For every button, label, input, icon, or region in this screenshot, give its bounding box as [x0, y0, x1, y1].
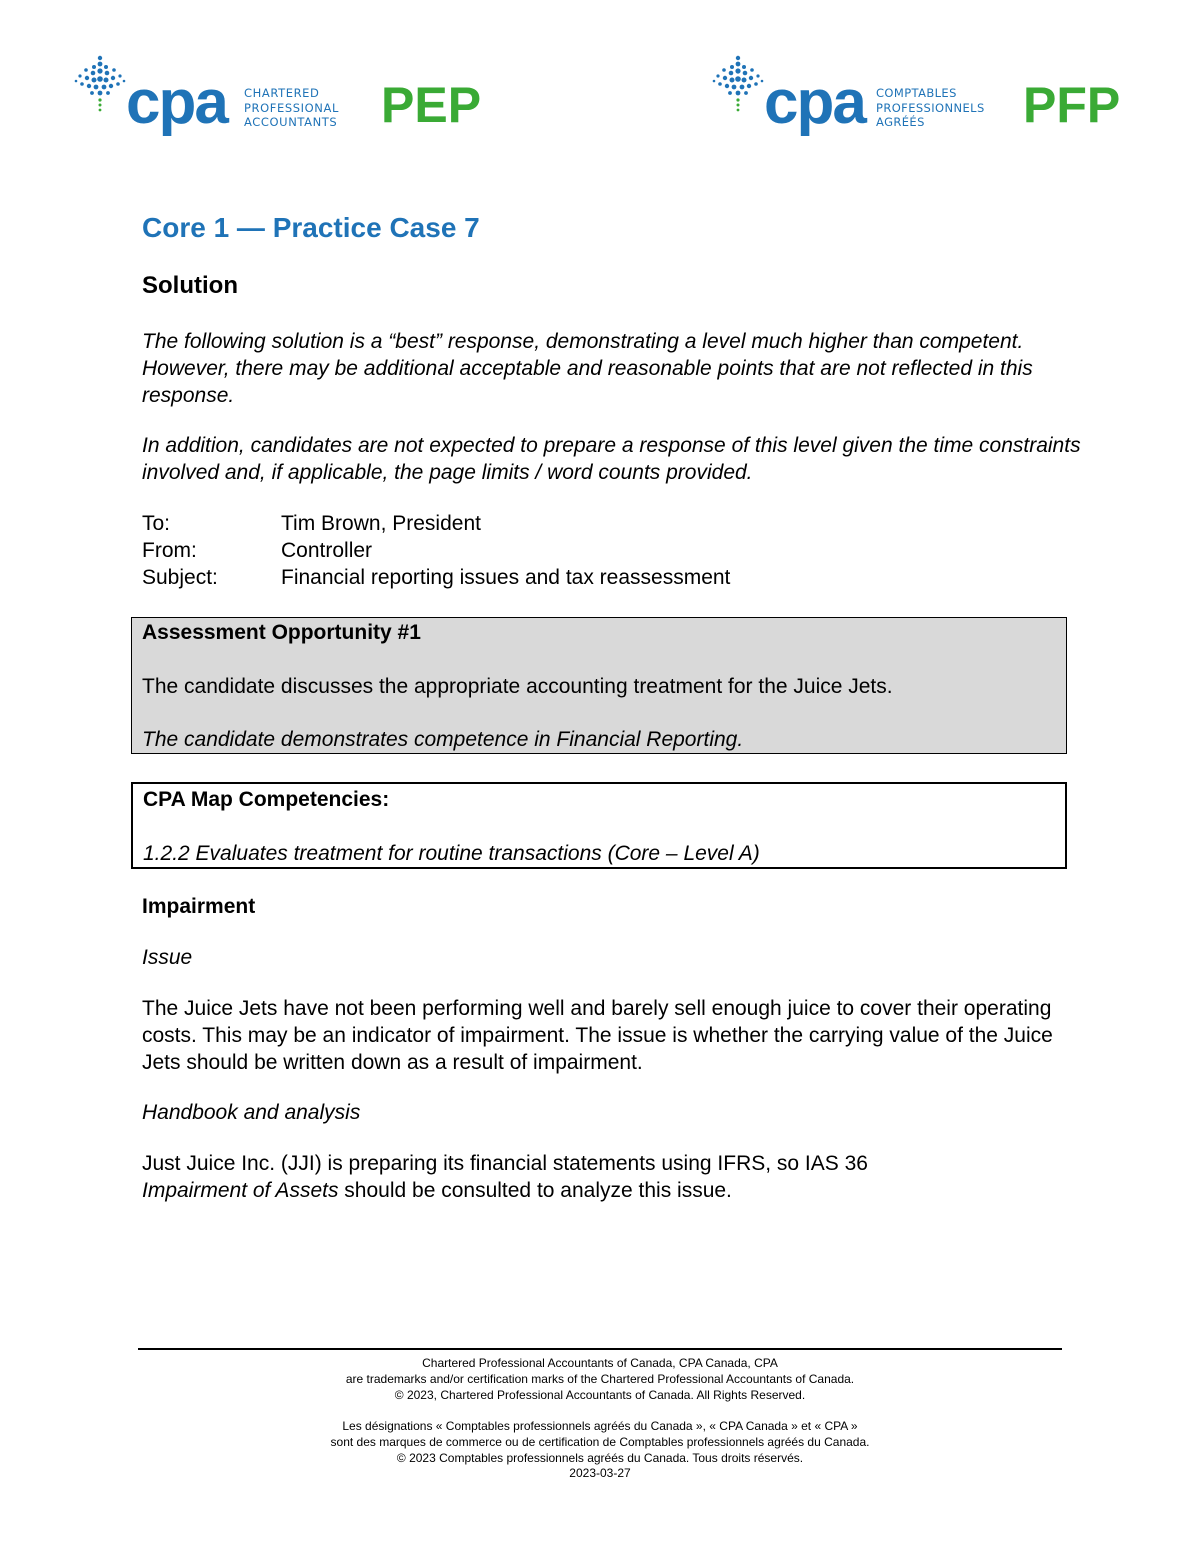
- intro-paragraph-2: In addition, candidates are not expected to prepare a response of this level given the time constraints involved and, if applicable, the page limits / word counts provided.: [142, 434, 1081, 484]
- page-title: Core 1 — Practice Case 7: [142, 212, 480, 243]
- issue-paragraph: The Juice Jets have not been performing well and barely sell enough juice to cover their operating costs. This may be an indicator of impairment. The issue is whether the carrying value of the Juice Jets should be written down as a result of impairment.: [142, 997, 1053, 1074]
- cpa-wordmark-sub: CHARTERED PROFESSIONAL ACCOUNTANTS: [244, 86, 339, 129]
- assessment-line-2: The candidate demonstrates competence in Financial Reporting.: [142, 728, 744, 751]
- assessment-heading: Assessment Opportunity #1: [142, 621, 421, 644]
- program-badge-pfp: PFP: [1023, 77, 1121, 133]
- memo-header: [142, 510, 730, 591]
- cpa-wordmark-sub: COMPTABLES PROFESSIONNELS AGRÉÉS: [876, 86, 985, 129]
- footer-divider: [138, 1348, 1062, 1350]
- analysis-paragraph: Just Juice Inc. (JJI) is preparing its financial statements using IFRS, so IAS 36 Impairment of Assets should be consulted to analyze this issue.: [142, 1152, 868, 1202]
- memo-to-row: [142, 510, 730, 537]
- competencies-line-1: 1.2.2 Evaluates treatment for routine transactions (Core – Level A): [143, 842, 760, 865]
- logo-cpa-en: [72, 52, 502, 142]
- handbook-reference: Impairment of Assets: [142, 1179, 339, 1202]
- footer-english: Chartered Professional Accountants of Canada, CPA Canada, CPA are trademarks and/or certification marks of the Chartered Professional Accountants of Canada. © 2023, Chartered Professional Accountants of Canada. All Rights Reserved.: [345, 1356, 855, 1402]
- memo-subject-row: [142, 564, 730, 591]
- competencies-heading: CPA Map Competencies:: [143, 788, 390, 811]
- cpa-wordmark: cpa: [126, 68, 227, 137]
- maple-leaf-icon: [72, 52, 128, 114]
- assessment-line-1: The candidate discusses the appropriate accounting treatment for the Juice Jets.: [142, 675, 893, 698]
- assessment-opportunity-box: [131, 617, 1067, 754]
- memo-subject-label: Subject:: [142, 566, 218, 589]
- footer-french: Les désignations « Comptables professionnels agréés du Canada », « CPA Canada » et « CPA » sont des marques de commerce ou de certification de Comptables professionnels agréés du Canada. © 2023 Comptables professionnels agréés du Canada. Tous droits réservés. 2023-03-27: [138, 1419, 1062, 1482]
- maple-leaf-icon: [710, 52, 766, 114]
- memo-to-value: Tim Brown, President: [281, 512, 481, 535]
- memo-to-label: To:: [142, 512, 171, 535]
- memo-from-label: From:: [142, 539, 197, 562]
- intro-paragraph-1: The following solution is a “best” response, demonstrating a level much higher than competent. However, there may be additional acceptable and reasonable points that are not reflected in this response.: [142, 330, 1033, 407]
- section-heading-impairment: Impairment: [142, 895, 256, 918]
- logo-cpa-fr: [710, 52, 1130, 142]
- memo-subject-value: Financial reporting issues and tax reassessment: [281, 566, 731, 589]
- section-subtitle: Solution: [142, 272, 238, 299]
- program-badge-pep: PEP: [381, 77, 482, 133]
- issue-label: Issue: [142, 946, 193, 969]
- cpa-wordmark: cpa: [764, 68, 865, 137]
- memo-from-row: [142, 537, 730, 564]
- cpa-map-competencies-box: [131, 782, 1067, 869]
- memo-from-value: Controller: [281, 539, 373, 562]
- footer-date: 2023-03-27: [569, 1466, 631, 1481]
- analysis-label: Handbook and analysis: [142, 1101, 361, 1124]
